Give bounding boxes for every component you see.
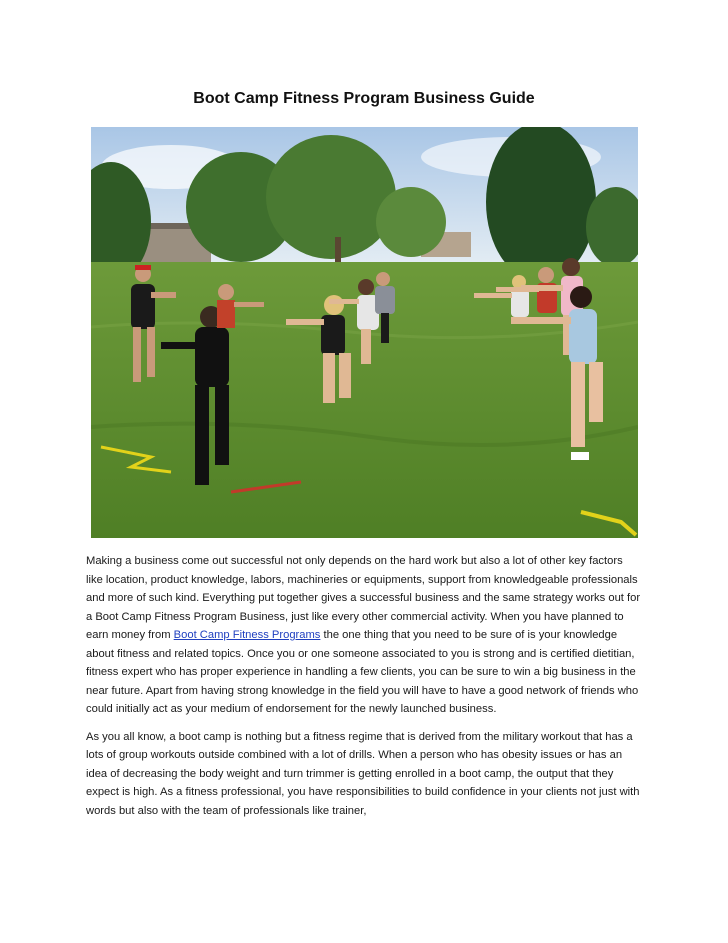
- article-body: [86, 552, 641, 829]
- page-title: Boot Camp Fitness Program Business Guide: [193, 90, 535, 107]
- paragraph-1-text-before-link: Making a business come out successful not only depends on the hard work but also a lot of other key factors like location, product knowledge, labors, machineries or equipments, support from knowledgeable professionals and more of such kind. Everything put together gives a successful business and the same strategy works out for a Boot Camp Fitness Program Business, just like every other commercial activity. When you have planned to earn money from: [86, 555, 641, 641]
- paragraph-1: [86, 552, 641, 719]
- boot-camp-fitness-programs-link[interactable]: Boot Camp Fitness Programs: [173, 629, 321, 641]
- paragraph-1-text-after-link: the one thing that you need to be sure of is your knowledge about fitness and related topics. Once you or one someone associated to you is strong and is certified dietitian, fitness expert who has proper experience in handling a few clients, you can be sure to win a big business in the near future. Apart from having strong knowledge in the field you will have to have a good network of friends who could initially act as your medium of endorsement for the newly launched business.: [86, 629, 639, 715]
- boot-camp-photo: [91, 127, 638, 538]
- paragraph-2: As you all know, a boot camp is nothing but a fitness regime that is derived from the military workout that has a lots of group workouts outside combined with a lot of drills. When a person who has obesity issues or has an idea of decreasing the body weight and turn trimmer is getting enrolled in a boot camp, the output that they expect is high. As a fitness professional, you have responsibilities to build confidence in your clients not just with words but also with the team of professionals like trainer,: [86, 730, 640, 817]
